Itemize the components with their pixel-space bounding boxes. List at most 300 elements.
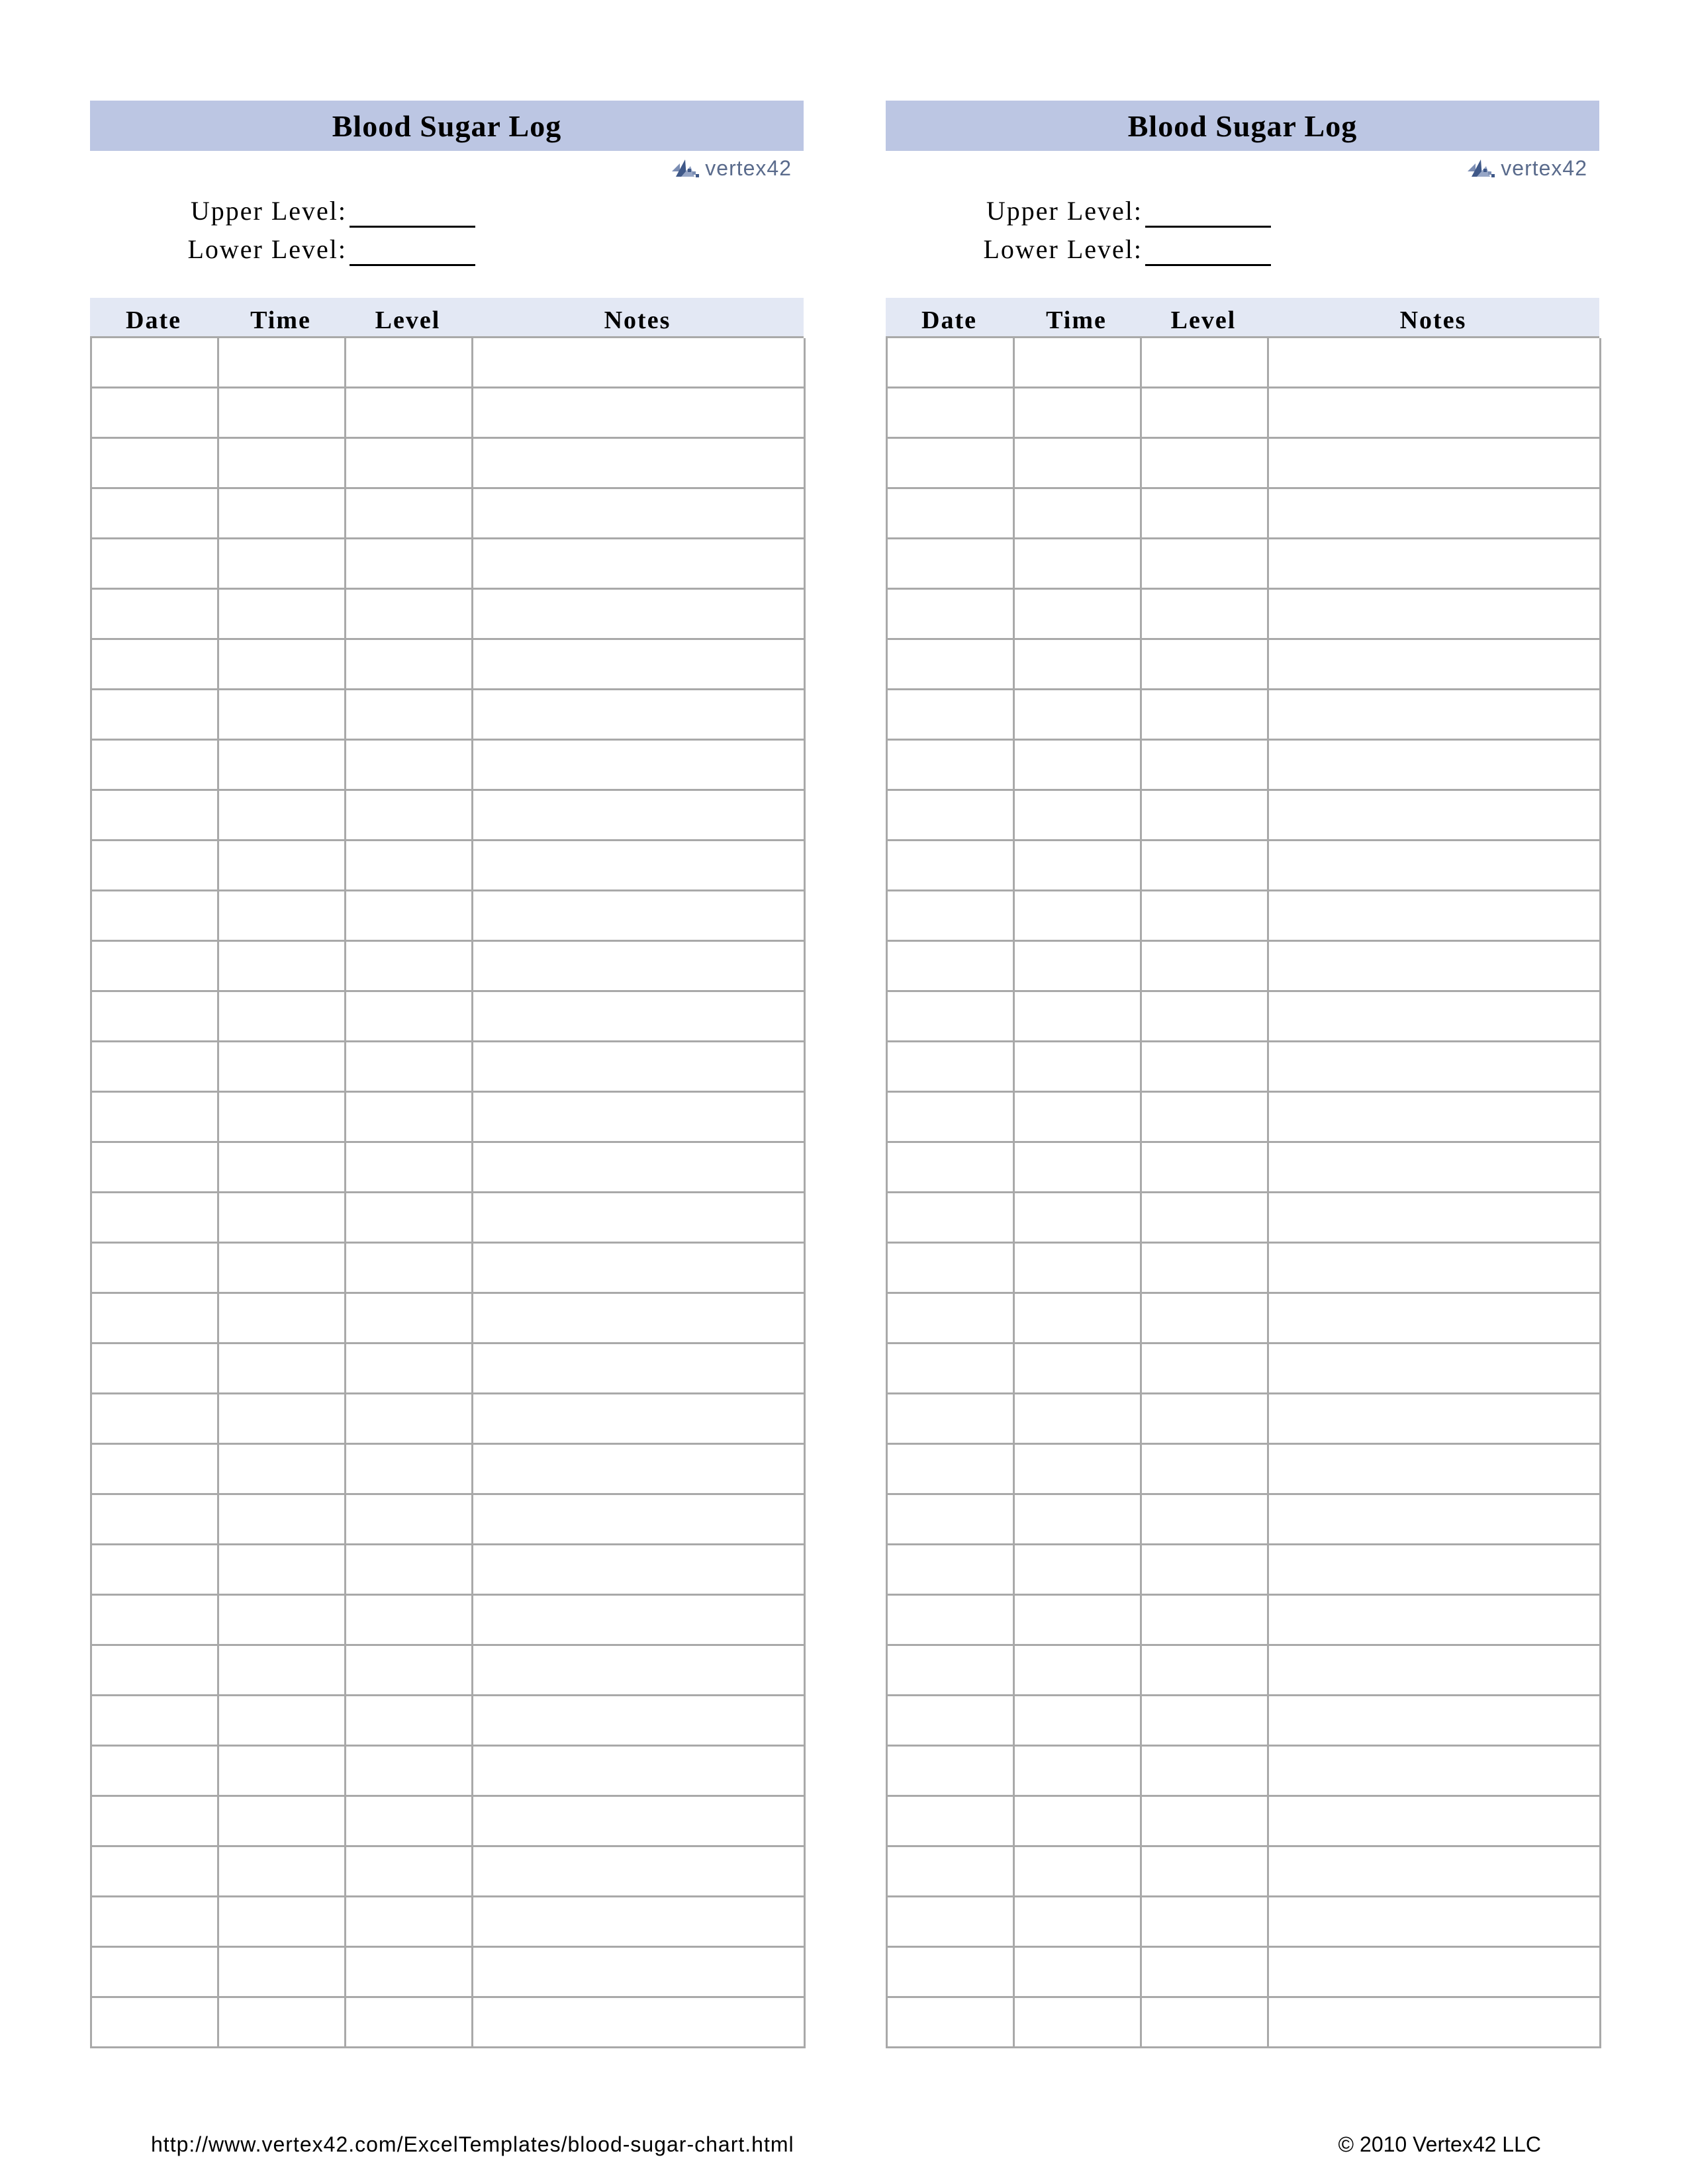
log-cell-level[interactable]: [1142, 690, 1269, 741]
log-cell-level[interactable]: [1142, 1847, 1269, 1897]
log-cell-level[interactable]: [1142, 489, 1269, 539]
log-cell-level[interactable]: [346, 338, 473, 388]
footer-url[interactable]: http://www.vertex42.com/ExcelTemplates/blood-sugar-chart.html: [151, 2132, 794, 2156]
log-cell-notes[interactable]: [473, 1797, 806, 1847]
log-cell-notes[interactable]: [473, 791, 806, 841]
log-cell-time[interactable]: [219, 690, 346, 741]
log-cell-level[interactable]: [346, 1998, 473, 2048]
log-cell-date[interactable]: [888, 1244, 1015, 1294]
log-cell-notes[interactable]: [1269, 891, 1601, 942]
log-cell-time[interactable]: [219, 1495, 346, 1545]
log-cell-date[interactable]: [92, 992, 219, 1042]
log-cell-level[interactable]: [346, 1244, 473, 1294]
log-cell-level[interactable]: [1142, 1797, 1269, 1847]
log-cell-time[interactable]: [219, 741, 346, 791]
log-cell-time[interactable]: [1015, 1294, 1142, 1344]
log-cell-notes[interactable]: [1269, 388, 1601, 439]
log-cell-notes[interactable]: [1269, 841, 1601, 891]
log-cell-notes[interactable]: [473, 891, 806, 942]
log-cell-level[interactable]: [346, 1897, 473, 1948]
log-cell-date[interactable]: [888, 1445, 1015, 1495]
log-cell-time[interactable]: [1015, 1042, 1142, 1093]
log-cell-date[interactable]: [888, 841, 1015, 891]
log-cell-date[interactable]: [888, 1093, 1015, 1143]
log-cell-date[interactable]: [888, 439, 1015, 489]
log-grid: [90, 336, 804, 2048]
log-cell-time[interactable]: [1015, 1797, 1142, 1847]
log-cell-level[interactable]: [1142, 1093, 1269, 1143]
log-cell-date[interactable]: [888, 1042, 1015, 1093]
log-cell-time[interactable]: [1015, 1093, 1142, 1143]
log-cell-notes[interactable]: [473, 841, 806, 891]
log-cell-date[interactable]: [888, 1897, 1015, 1948]
log-cell-notes[interactable]: [1269, 1797, 1601, 1847]
log-cell-date[interactable]: [888, 1394, 1015, 1445]
log-cell-date[interactable]: [92, 338, 219, 388]
log-cell-time[interactable]: [219, 1193, 346, 1244]
log-cell-date[interactable]: [888, 1545, 1015, 1596]
log-cell-time[interactable]: [1015, 841, 1142, 891]
log-cell-notes[interactable]: [1269, 690, 1601, 741]
footer-copyright: © 2010 Vertex42 LLC: [1338, 2132, 1541, 2156]
log-cell-date[interactable]: [888, 690, 1015, 741]
log-cell-level[interactable]: [1142, 640, 1269, 690]
log-cell-date[interactable]: [888, 791, 1015, 841]
log-cell-level[interactable]: [346, 539, 473, 590]
log-cell-time[interactable]: [1015, 1847, 1142, 1897]
log-cell-date[interactable]: [888, 1696, 1015, 1747]
table-header: [886, 298, 1599, 336]
log-cell-notes[interactable]: [1269, 1596, 1601, 1646]
log-grid: [886, 336, 1599, 2048]
log-cell-notes[interactable]: [473, 439, 806, 489]
log-cell-date[interactable]: [888, 1646, 1015, 1696]
log-cell-date[interactable]: [92, 1596, 219, 1646]
log-cell-time[interactable]: [1015, 539, 1142, 590]
log-cell-level[interactable]: [346, 1193, 473, 1244]
log-cell-date[interactable]: [92, 590, 219, 640]
log-cell-level[interactable]: [346, 1394, 473, 1445]
log-cell-level[interactable]: [1142, 1897, 1269, 1948]
log-cell-date[interactable]: [888, 942, 1015, 992]
log-cell-time[interactable]: [219, 640, 346, 690]
log-cell-notes[interactable]: [473, 1897, 806, 1948]
log-cell-time[interactable]: [219, 1394, 346, 1445]
log-cell-time[interactable]: [219, 841, 346, 891]
log-cell-date[interactable]: [888, 1193, 1015, 1244]
log-cell-time[interactable]: [1015, 791, 1142, 841]
log-cell-time[interactable]: [1015, 590, 1142, 640]
log-title: Blood Sugar Log: [90, 101, 804, 151]
log-cell-level[interactable]: [1142, 1143, 1269, 1193]
log-cell-notes[interactable]: [1269, 1244, 1601, 1294]
log-cell-level[interactable]: [346, 1495, 473, 1545]
log-cell-time[interactable]: [1015, 1143, 1142, 1193]
log-cell-level[interactable]: [346, 690, 473, 741]
log-cell-level[interactable]: [346, 388, 473, 439]
log-cell-level[interactable]: [1142, 741, 1269, 791]
log-cell-notes[interactable]: [1269, 1545, 1601, 1596]
upper-level-blank[interactable]: [1145, 198, 1271, 228]
log-cell-time[interactable]: [219, 1042, 346, 1093]
log-cell-date[interactable]: [92, 1897, 219, 1948]
log-cell-level[interactable]: [1142, 1545, 1269, 1596]
log-cell-level[interactable]: [346, 439, 473, 489]
log-cell-level[interactable]: [1142, 1747, 1269, 1797]
lower-level-blank[interactable]: [350, 236, 475, 266]
log-cell-time[interactable]: [219, 992, 346, 1042]
log-cell-date[interactable]: [888, 891, 1015, 942]
log-cell-level[interactable]: [346, 992, 473, 1042]
log-cell-notes[interactable]: [1269, 942, 1601, 992]
log-cell-time[interactable]: [219, 1646, 346, 1696]
log-cell-notes[interactable]: [473, 1445, 806, 1495]
log-cell-level[interactable]: [346, 1747, 473, 1797]
log-cell-notes[interactable]: [473, 388, 806, 439]
log-cell-time[interactable]: [1015, 1646, 1142, 1696]
log-cell-notes[interactable]: [1269, 539, 1601, 590]
log-cell-notes[interactable]: [1269, 1294, 1601, 1344]
log-cell-notes[interactable]: [1269, 1646, 1601, 1696]
log-cell-level[interactable]: [346, 942, 473, 992]
log-cell-level[interactable]: [1142, 590, 1269, 640]
log-cell-level[interactable]: [346, 1797, 473, 1847]
log-cell-notes[interactable]: [473, 1646, 806, 1696]
log-cell-level[interactable]: [346, 1596, 473, 1646]
log-cell-time[interactable]: [219, 791, 346, 841]
log-cell-time[interactable]: [1015, 388, 1142, 439]
log-cell-level[interactable]: [346, 640, 473, 690]
log-cell-date[interactable]: [92, 1294, 219, 1344]
log-cell-time[interactable]: [1015, 640, 1142, 690]
log-cell-date[interactable]: [888, 1344, 1015, 1394]
log-cell-notes[interactable]: [473, 489, 806, 539]
log-cell-date[interactable]: [92, 841, 219, 891]
log-cell-date[interactable]: [92, 1042, 219, 1093]
log-cell-level[interactable]: [1142, 1244, 1269, 1294]
log-cell-level[interactable]: [346, 1847, 473, 1897]
log-cell-notes[interactable]: [473, 1193, 806, 1244]
log-cell-notes[interactable]: [473, 1495, 806, 1545]
log-cell-notes[interactable]: [473, 1596, 806, 1646]
log-cell-level[interactable]: [1142, 1646, 1269, 1696]
log-cell-notes[interactable]: [473, 1948, 806, 1998]
log-cell-notes[interactable]: [1269, 590, 1601, 640]
log-cell-time[interactable]: [1015, 489, 1142, 539]
log-cell-notes[interactable]: [473, 1747, 806, 1797]
log-cell-time[interactable]: [219, 388, 346, 439]
log-cell-level[interactable]: [1142, 942, 1269, 992]
log-cell-notes[interactable]: [473, 1093, 806, 1143]
log-cell-date[interactable]: [92, 1696, 219, 1747]
log-cell-time[interactable]: [1015, 1696, 1142, 1747]
log-cell-date[interactable]: [92, 1646, 219, 1696]
log-cell-time[interactable]: [219, 1696, 346, 1747]
logo-text: vertex42: [1501, 156, 1587, 180]
log-cell-notes[interactable]: [1269, 1093, 1601, 1143]
log-cell-notes[interactable]: [473, 1394, 806, 1445]
log-cell-level[interactable]: [1142, 1344, 1269, 1394]
log-cell-notes[interactable]: [1269, 489, 1601, 539]
logo-text: vertex42: [705, 156, 792, 180]
log-cell-level[interactable]: [346, 489, 473, 539]
log-cell-notes[interactable]: [473, 992, 806, 1042]
log-cell-time[interactable]: [219, 1344, 346, 1394]
log-cell-time[interactable]: [219, 338, 346, 388]
log-cell-time[interactable]: [1015, 942, 1142, 992]
log-cell-date[interactable]: [888, 489, 1015, 539]
lower-level-blank[interactable]: [1145, 236, 1271, 266]
log-cell-time[interactable]: [219, 1797, 346, 1847]
log-cell-level[interactable]: [346, 841, 473, 891]
log-cell-level[interactable]: [346, 1948, 473, 1998]
log-cell-level[interactable]: [1142, 1696, 1269, 1747]
log-cell-notes[interactable]: [1269, 1747, 1601, 1797]
log-cell-date[interactable]: [888, 1948, 1015, 1998]
log-cell-date[interactable]: [92, 1143, 219, 1193]
log-cell-level[interactable]: [1142, 1294, 1269, 1344]
log-cell-date[interactable]: [888, 741, 1015, 791]
log-cell-level[interactable]: [1142, 1394, 1269, 1445]
log-cell-date[interactable]: [92, 791, 219, 841]
log-cell-notes[interactable]: [473, 1042, 806, 1093]
log-cell-date[interactable]: [92, 1193, 219, 1244]
log-cell-time[interactable]: [1015, 992, 1142, 1042]
vertex42-logo-icon: [1466, 157, 1497, 181]
log-cell-time[interactable]: [1015, 439, 1142, 489]
vertex42-logo: [1466, 156, 1587, 181]
log-cell-notes[interactable]: [473, 1143, 806, 1193]
log-cell-time[interactable]: [219, 1445, 346, 1495]
vertex42-logo-icon: [671, 157, 701, 181]
log-cell-time[interactable]: [219, 539, 346, 590]
column-header-date: Date: [921, 306, 977, 334]
log-cell-time[interactable]: [219, 439, 346, 489]
log-cell-level[interactable]: [346, 891, 473, 942]
log-cell-level[interactable]: [1142, 1042, 1269, 1093]
log-cell-level[interactable]: [346, 1042, 473, 1093]
log-cell-level[interactable]: [346, 590, 473, 640]
log-cell-level[interactable]: [346, 1344, 473, 1394]
log-cell-time[interactable]: [219, 590, 346, 640]
log-cell-notes[interactable]: [1269, 741, 1601, 791]
log-cell-notes[interactable]: [473, 640, 806, 690]
log-cell-time[interactable]: [219, 1143, 346, 1193]
log-cell-notes[interactable]: [473, 539, 806, 590]
log-cell-time[interactable]: [1015, 1747, 1142, 1797]
log-cell-date[interactable]: [888, 1143, 1015, 1193]
log-cell-time[interactable]: [1015, 891, 1142, 942]
log-cell-level[interactable]: [1142, 1445, 1269, 1495]
log-cell-level[interactable]: [346, 1696, 473, 1747]
log-cell-date[interactable]: [92, 439, 219, 489]
log-cell-level[interactable]: [1142, 1193, 1269, 1244]
table-header: [90, 298, 804, 336]
log-cell-time[interactable]: [219, 489, 346, 539]
log-cell-notes[interactable]: [1269, 1897, 1601, 1948]
log-cell-time[interactable]: [1015, 741, 1142, 791]
log-cell-level[interactable]: [346, 1093, 473, 1143]
column-header-level: Level: [1170, 306, 1237, 334]
log-cell-level[interactable]: [346, 1646, 473, 1696]
log-cell-date[interactable]: [888, 1294, 1015, 1344]
log-cell-date[interactable]: [888, 590, 1015, 640]
log-cell-time[interactable]: [1015, 1948, 1142, 1998]
log-cell-time[interactable]: [219, 1093, 346, 1143]
log-cell-date[interactable]: [92, 1344, 219, 1394]
log-cell-level[interactable]: [1142, 1998, 1269, 2048]
log-cell-level[interactable]: [1142, 841, 1269, 891]
log-cell-date[interactable]: [92, 891, 219, 942]
log-cell-notes[interactable]: [1269, 1344, 1601, 1394]
log-cell-level[interactable]: [1142, 992, 1269, 1042]
log-cell-notes[interactable]: [1269, 1948, 1601, 1998]
log-cell-date[interactable]: [92, 1747, 219, 1797]
log-cell-time[interactable]: [219, 1948, 346, 1998]
log-cell-date[interactable]: [888, 1847, 1015, 1897]
log-cell-date[interactable]: [888, 992, 1015, 1042]
log-cell-notes[interactable]: [473, 690, 806, 741]
log-cell-level[interactable]: [346, 741, 473, 791]
log-cell-level[interactable]: [346, 1294, 473, 1344]
log-cell-notes[interactable]: [473, 1998, 806, 2048]
log-cell-notes[interactable]: [473, 1344, 806, 1394]
log-cell-notes[interactable]: [473, 942, 806, 992]
log-cell-date[interactable]: [888, 640, 1015, 690]
log-cell-time[interactable]: [1015, 1193, 1142, 1244]
log-cell-notes[interactable]: [1269, 1998, 1601, 2048]
log-cell-date[interactable]: [888, 338, 1015, 388]
log-cell-level[interactable]: [1142, 891, 1269, 942]
log-cell-notes[interactable]: [1269, 1445, 1601, 1495]
upper-level-blank[interactable]: [350, 198, 475, 228]
log-cell-date[interactable]: [92, 539, 219, 590]
log-cell-level[interactable]: [346, 1445, 473, 1495]
log-cell-notes[interactable]: [473, 338, 806, 388]
log-cell-notes[interactable]: [473, 1545, 806, 1596]
log-cell-notes[interactable]: [1269, 640, 1601, 690]
log-cell-level[interactable]: [346, 1143, 473, 1193]
log-cell-notes[interactable]: [1269, 1193, 1601, 1244]
log-cell-notes[interactable]: [473, 1847, 806, 1897]
log-cell-notes[interactable]: [1269, 791, 1601, 841]
log-cell-time[interactable]: [1015, 1445, 1142, 1495]
log-cell-time[interactable]: [219, 1545, 346, 1596]
log-cell-time[interactable]: [219, 1596, 346, 1646]
log-cell-notes[interactable]: [1269, 338, 1601, 388]
log-cell-date[interactable]: [888, 1495, 1015, 1545]
log-cell-date[interactable]: [92, 1445, 219, 1495]
log-cell-notes[interactable]: [1269, 1143, 1601, 1193]
level-fields: [886, 189, 1599, 266]
log-cell-level[interactable]: [1142, 388, 1269, 439]
log-title: Blood Sugar Log: [886, 101, 1599, 151]
log-cell-time[interactable]: [1015, 690, 1142, 741]
log-cell-date[interactable]: [92, 1998, 219, 2048]
level-fields: [90, 189, 804, 266]
log-cell-notes[interactable]: [1269, 1042, 1601, 1093]
log-cell-level[interactable]: [1142, 1948, 1269, 1998]
log-cell-notes[interactable]: [1269, 992, 1601, 1042]
logo-row: [90, 151, 804, 189]
log-cell-notes[interactable]: [473, 590, 806, 640]
log-cell-level[interactable]: [346, 791, 473, 841]
log-cell-notes[interactable]: [1269, 1847, 1601, 1897]
log-cell-time[interactable]: [219, 1244, 346, 1294]
log-cell-time[interactable]: [219, 1294, 346, 1344]
log-cell-date[interactable]: [92, 640, 219, 690]
log-cell-notes[interactable]: [473, 1696, 806, 1747]
log-cell-level[interactable]: [1142, 1596, 1269, 1646]
log-cell-time[interactable]: [219, 1998, 346, 2048]
log-cell-date[interactable]: [888, 1596, 1015, 1646]
log-cell-date[interactable]: [888, 388, 1015, 439]
log-cell-time[interactable]: [1015, 1394, 1142, 1445]
log-cell-notes[interactable]: [1269, 1696, 1601, 1747]
log-cell-time[interactable]: [1015, 1495, 1142, 1545]
log-cell-level[interactable]: [1142, 1495, 1269, 1545]
log-cell-date[interactable]: [92, 1797, 219, 1847]
log-cell-notes[interactable]: [473, 1244, 806, 1294]
log-cell-time[interactable]: [219, 942, 346, 992]
log-cell-date[interactable]: [92, 1244, 219, 1294]
log-cell-date[interactable]: [92, 1948, 219, 1998]
log-cell-date[interactable]: [92, 942, 219, 992]
log-cell-date[interactable]: [92, 1545, 219, 1596]
column-header-notes: Notes: [1399, 306, 1467, 334]
log-cell-date[interactable]: [92, 741, 219, 791]
log-cell-notes[interactable]: [1269, 1495, 1601, 1545]
log-cell-time[interactable]: [219, 891, 346, 942]
log-cell-date[interactable]: [92, 1394, 219, 1445]
log-cell-time[interactable]: [1015, 1596, 1142, 1646]
log-cell-time[interactable]: [1015, 1545, 1142, 1596]
log-cell-date[interactable]: [888, 539, 1015, 590]
log-cell-date[interactable]: [92, 690, 219, 741]
log-cell-date[interactable]: [92, 489, 219, 539]
log-cell-time[interactable]: [1015, 1244, 1142, 1294]
log-cell-date[interactable]: [888, 1998, 1015, 2048]
log-cell-date[interactable]: [92, 1093, 219, 1143]
log-cell-time[interactable]: [1015, 1998, 1142, 2048]
log-cell-level[interactable]: [1142, 791, 1269, 841]
log-cell-time[interactable]: [219, 1897, 346, 1948]
log-cell-notes[interactable]: [1269, 439, 1601, 489]
log-cell-level[interactable]: [346, 1545, 473, 1596]
log-cell-level[interactable]: [1142, 539, 1269, 590]
log-cell-time[interactable]: [1015, 1344, 1142, 1394]
log-cell-notes[interactable]: [473, 741, 806, 791]
lower-level-label: Lower Level:: [983, 234, 1143, 264]
log-cell-date[interactable]: [92, 388, 219, 439]
log-cell-date[interactable]: [888, 1747, 1015, 1797]
log-cell-date[interactable]: [92, 1847, 219, 1897]
log-cell-time[interactable]: [219, 1847, 346, 1897]
logo-row: [886, 151, 1599, 189]
log-cell-time[interactable]: [1015, 1897, 1142, 1948]
log-cell-level[interactable]: [1142, 338, 1269, 388]
log-cell-date[interactable]: [92, 1495, 219, 1545]
log-cell-date[interactable]: [888, 1797, 1015, 1847]
blood-sugar-log-left: [90, 101, 804, 2048]
column-header-time: Time: [1046, 306, 1107, 334]
upper-level-field: [969, 189, 1271, 228]
log-cell-notes[interactable]: [1269, 1394, 1601, 1445]
log-cell-time[interactable]: [1015, 338, 1142, 388]
log-cell-time[interactable]: [219, 1747, 346, 1797]
log-cell-level[interactable]: [1142, 439, 1269, 489]
log-cell-notes[interactable]: [473, 1294, 806, 1344]
